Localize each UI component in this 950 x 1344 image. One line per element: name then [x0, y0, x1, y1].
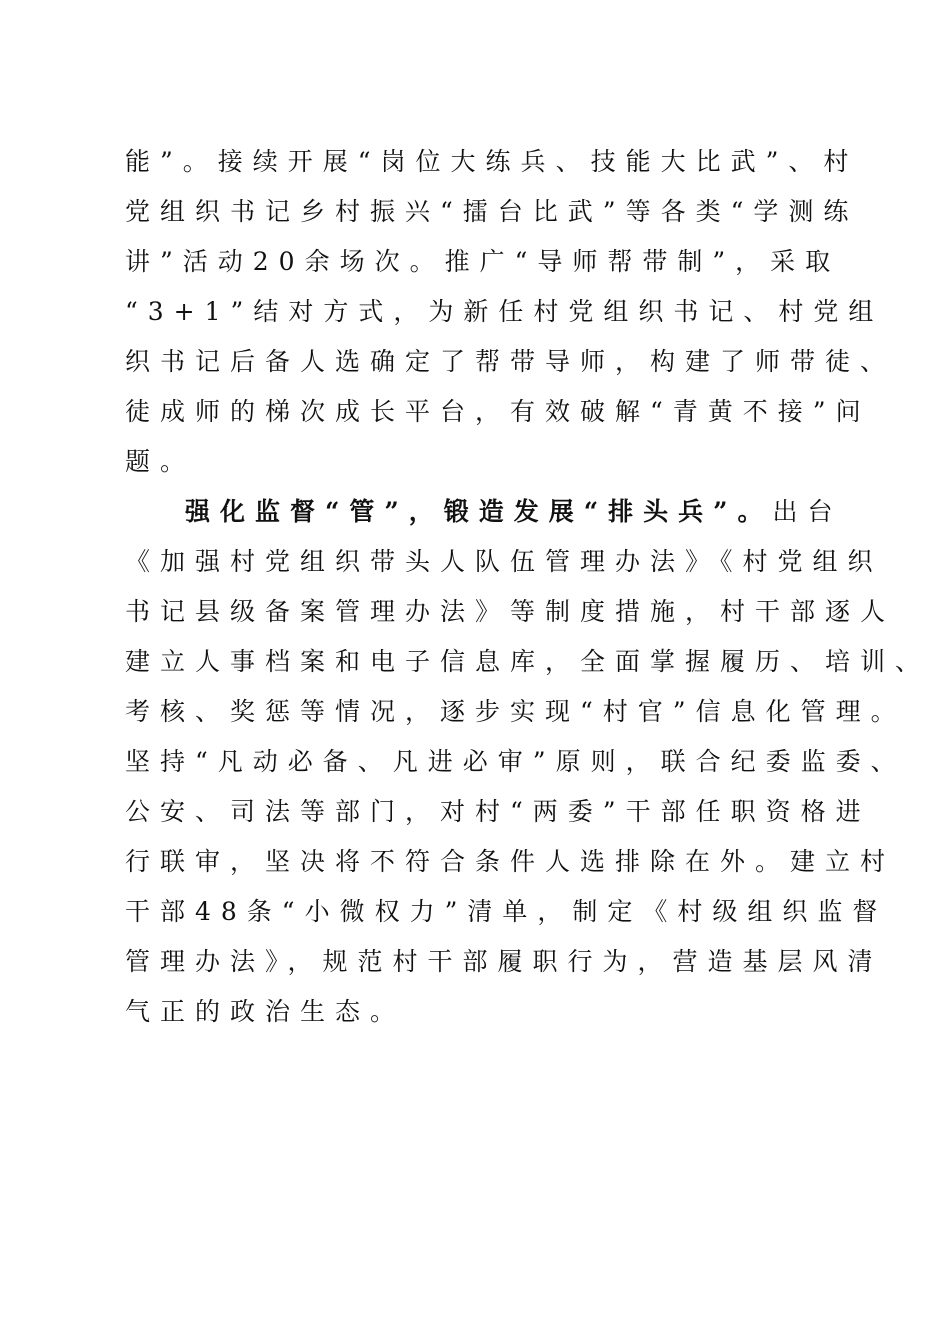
paragraph-1-line-4: “3+1”结对方式，为新任村党组织书记、村党组	[125, 297, 884, 326]
paragraph-2-line-4: 建立人事档案和电子信息库，全面掌握履历、培训、	[125, 647, 931, 676]
paragraph-2-line-9: 干部48条“小微权力”清单，制定《村级组织监督	[125, 897, 888, 926]
paragraph-1-line-1: 能”。接续开展“岗位大练兵、技能大比武”、村	[125, 147, 859, 176]
paragraph-2-line-7: 公安、司法等部门，对村“两委”干部任职资格进	[125, 797, 871, 826]
section-heading: 强化监督“管”，锻造发展“排头兵”。	[185, 497, 773, 526]
paragraph-2-line-6: 坚持“凡动必备、凡进必审”原则，联合纪委监委、	[125, 747, 906, 776]
paragraph-2-first-line-text: 出台	[772, 497, 843, 526]
paragraph-1-line-5: 织书记后备人选确定了帮带导师，构建了师带徒、	[125, 347, 896, 376]
paragraph-1-line-3: 讲”活动20余场次。推广“导师帮带制”，采取	[125, 247, 841, 276]
paragraph-2-line-8: 行联审，坚决将不符合条件人选排除在外。建立村	[125, 847, 896, 876]
paragraph-2-line-5: 考核、奖惩等情况，逐步实现“村官”信息化管理。	[125, 697, 906, 726]
paragraph-2-line-11: 气正的政治生态。	[125, 997, 406, 1026]
paragraph-1-line-2: 党组织书记乡村振兴“擂台比武”等各类“学测练	[125, 197, 859, 226]
paragraph-2-first-line	[185, 492, 845, 532]
paragraph-2-line-3: 书记县级备案管理办法》等制度措施，村干部逐人	[125, 597, 896, 626]
paragraph-1-line-7: 题。	[125, 447, 196, 476]
paragraph-1-line-6: 徒成师的梯次成长平台，有效破解“青黄不接”问	[125, 397, 871, 426]
paragraph-2-line-2: 《加强村党组织带头人队伍管理办法》《村党组织	[125, 547, 883, 576]
paragraph-2-line-10: 管理办法》，规范村干部履职行为，营造基层风清	[125, 947, 883, 976]
